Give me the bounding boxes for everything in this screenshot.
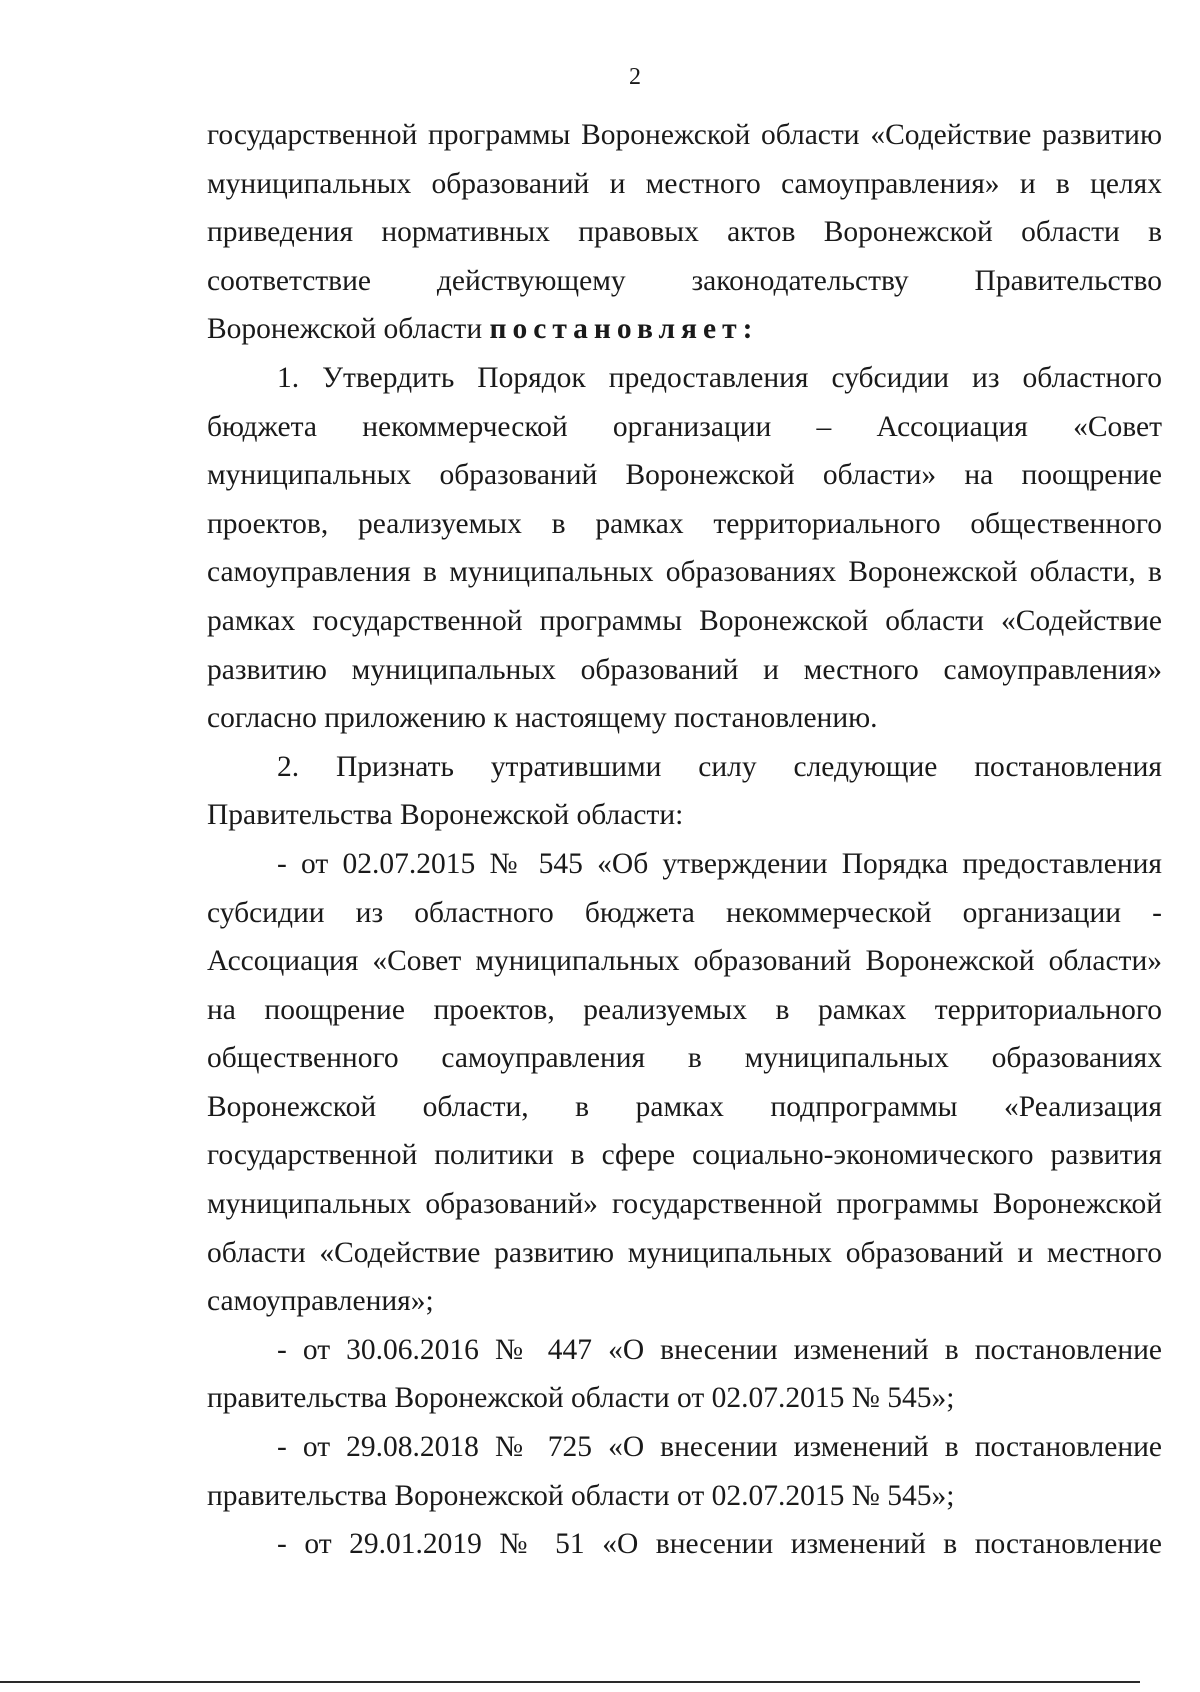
paragraph-subitem-3: - от 29.08.2018 № 725 «О внесении изменений в постановление правительства Воронежской области от 02.07.2015 № 545»; (207, 1431, 1162, 1512)
resolves-emphasis: постановляет: (489, 313, 759, 346)
paragraph-item-1: 1. Утвердить Порядок предоставления субсидии из областного бюджета некоммерческой организации – Ассоциация «Совет муниципальных образований Воронежской области» на поощрение проектов, реализуемых в рамках территориального общественного самоуправления в муниципальных образованиях Воронежской области, в рамках государственной программы Воронежской области «Содействие развитию муниципальных образований и местного самоуправления» согласно приложению к настоящему постановлению. (207, 361, 1162, 735)
paragraph-subitem-1: - от 02.07.2015 № 545 «Об утверждении Порядка предоставления субсидии из областного бюджета некоммерческой организации - Ассоциация «Совет муниципальных образований Воронежской области» на поощрение проектов, реализуемых в рамках территориального общественного самоуправления в муниципальных образованиях Воронежской области, в рамках подпрограммы «Реализация государственной политики в сфере социально-экономического развития муниципальных образований» государственной программы Воронежской области «Содействие развитию муниципальных образований и местного самоуправления»; (207, 847, 1162, 1318)
document-body (207, 111, 1162, 1569)
paragraph-subitem-2: - от 30.06.2016 № 447 «О внесении изменений в постановление правительства Воронежской области от 02.07.2015 № 545»; (207, 1333, 1162, 1415)
page-number: 2 (629, 64, 641, 90)
paragraph-item-2: 2. Признать утратившими силу следующие постановления Правительства Воронежской области: (207, 750, 1162, 832)
bottom-edge-line (0, 1681, 1140, 1683)
paragraph-subitem-4: - от 29.01.2019 № 51 «О внесении изменений в постановление (277, 1528, 1162, 1561)
paragraph-intro (207, 111, 1162, 354)
intro-text: государственной программы Воронежской области «Содействие развитию муниципальных образований и местного самоуправления» и в целях приведения нормативных правовых актов Воронежской области в соответствие действующему законодательству Правительство Воронежской области (207, 119, 1162, 346)
